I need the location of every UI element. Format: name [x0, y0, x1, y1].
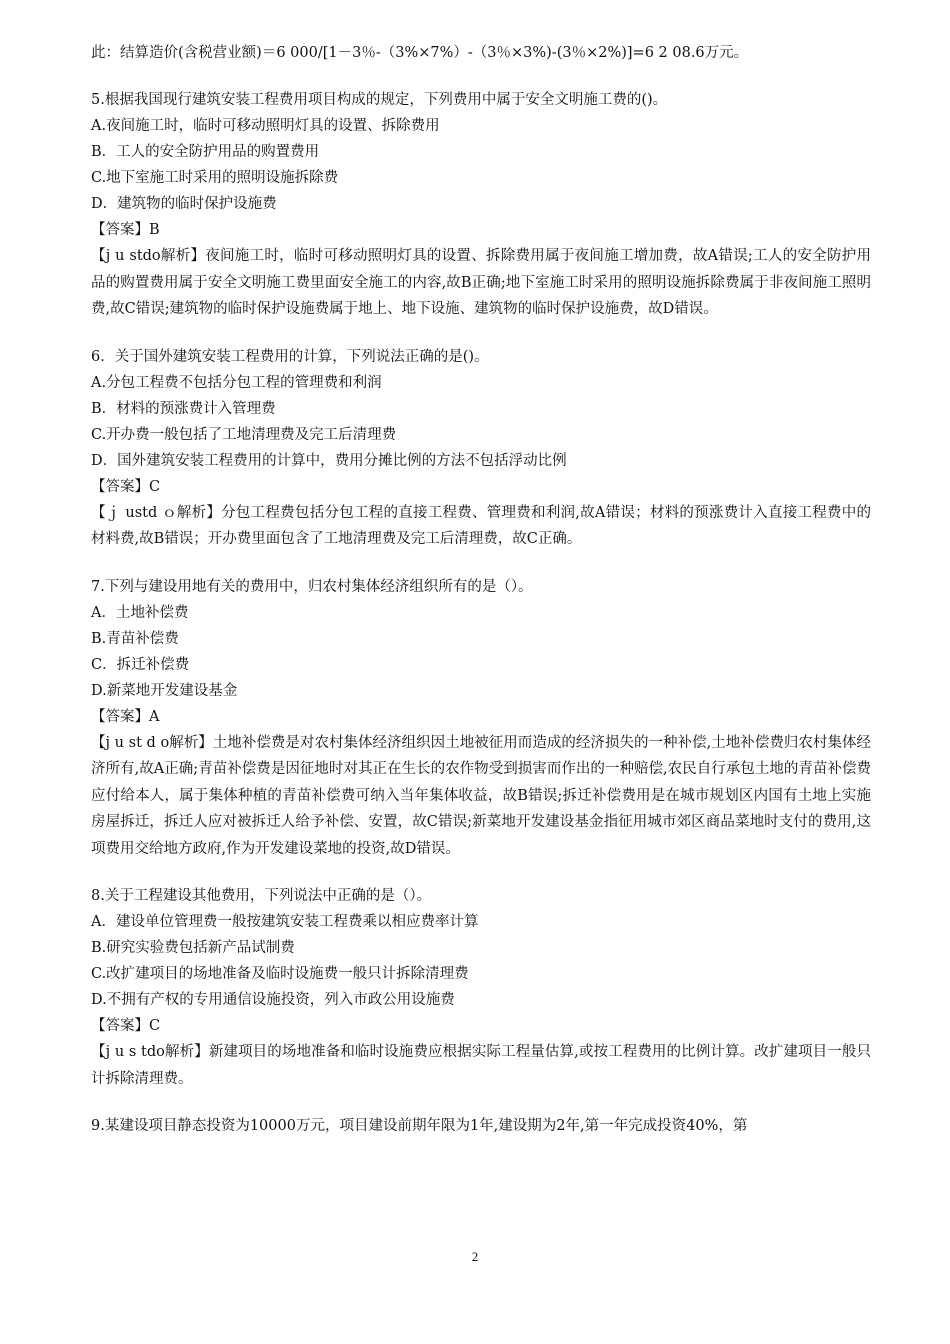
analysis: 【ｊ ustd ｏ解析】分包工程费包括分包工程的直接工程费、管理费和利润,故A错误；材料的预涨费计入直接工程费中的材料费,故B错误；开办费里面包含了工地清理费及完工后清理费，故C正确。 [91, 504, 871, 547]
option: C.改扩建项目的场地准备及临时设施费一般只计拆除清理费 [91, 966, 469, 982]
option: A.分包工程费不包括分包工程的管理费和利润 [91, 374, 382, 391]
option: A.夜间施工时，临时可移动照明灯具的设置、拆除费用 [91, 118, 440, 134]
answer: 【答案】B [91, 222, 160, 238]
answer: 【答案】C [91, 1018, 161, 1034]
option: D．国外建筑安装工程费用的计算中，费用分摊比例的方法不包括浮动比例 [91, 452, 567, 469]
option: B.青苗补偿费 [91, 630, 179, 647]
analysis: 【j u s tdo解析】新建项目的场地准备和临时设施费应根据实际工程量估算,或按工程费用的比例计算。改扩建项目一般只计拆除清理费。 [91, 1044, 871, 1087]
option: B．工人的安全防护用品的购置费用 [91, 144, 320, 160]
option: B．材料的预涨费计入管理费 [91, 400, 276, 417]
page-number: 2 [471, 1249, 479, 1264]
question-stem-next: 9.某建设项目静态投资为10000万元，项目建设前期年限为1年,建设期为2年,第一年完成投资40%，第 [91, 1118, 748, 1134]
question-block [91, 574, 871, 863]
question-block [91, 883, 871, 1092]
option: B.研究实验费包括新产品试制费 [91, 940, 295, 956]
question-stem: 8.关于工程建设其他费用，下列说法中正确的是（）。 [91, 888, 432, 904]
question-stem: 5.根据我国现行建筑安装工程费用项目构成的规定，下列费用中属于安全文明施工费的()。 [91, 92, 668, 108]
option: C.地下室施工时采用的照明设施拆除费 [91, 170, 339, 186]
document-page [91, 40, 871, 1139]
option: C.开办费一般包括了工地清理费及完工后清理费 [91, 426, 397, 443]
option: D.不拥有产权的专用通信设施投资，列入市政公用设施费 [91, 992, 455, 1008]
intro-line: 此：结算造价(含税营业额)＝6 000/[1－3％-（3%×7%）-（3％×3%)-(3％×2%)]=6 2 08.6万元。 [91, 45, 749, 61]
option: D．建筑物的临时保护设施费 [91, 196, 277, 212]
option: D.新菜地开发建设基金 [91, 682, 238, 699]
analysis: 【j u stdo解析】夜间施工时，临时可移动照明灯具的设置、拆除费用属于夜间施工增加费，故A错误;工人的安全防护用品的购置费用属于安全文明施工费里面安全施工的内容,故B正确;地下室施工时采用的照明设施拆除费属于非夜间施工照明费,故C错误;建筑物的临时保护设施费属于地上、地下设施、建筑物的临时保护设施费，故D错误。 [91, 248, 871, 317]
question-block [91, 344, 871, 553]
question-stem: 7.下列与建设用地有关的费用中，归农村集体经济组织所有的是（）。 [91, 578, 533, 595]
option: A．土地补偿费 [91, 604, 189, 621]
question-block [91, 87, 871, 323]
option: C．拆迁补偿费 [91, 656, 190, 673]
answer: 【答案】A [91, 708, 160, 725]
question-stem: 6．关于国外建筑安装工程费用的计算，下列说法正确的是()。 [91, 348, 489, 365]
option: A．建设单位管理费一般按建筑安装工程费乘以相应费率计算 [91, 914, 479, 930]
analysis: 【j u st d o解析】土地补偿费是对农村集体经济组织因土地被征用而造成的经济损失的一种补偿,土地补偿费归农村集体经济所有,故A正确;青苗补偿费是因征地时对其正在生长的农作物受到损害而作出的一种赔偿,农民自行承包土地的青苗补偿费应付给本人，属于集体种植的青苗补偿费可纳入当年集体收益，故B错误;拆迁补偿费用是在城市规划区内国有土地上实施房屋拆迁，拆迁人应对被拆迁人给予补偿、安置，故C错误;新菜地开发建设基金指征用城市郊区商品菜地时支付的费用,这项费用交给地方政府,作为开发建设菜地的投资,故D错误。 [91, 734, 871, 857]
answer: 【答案】C [91, 478, 161, 495]
